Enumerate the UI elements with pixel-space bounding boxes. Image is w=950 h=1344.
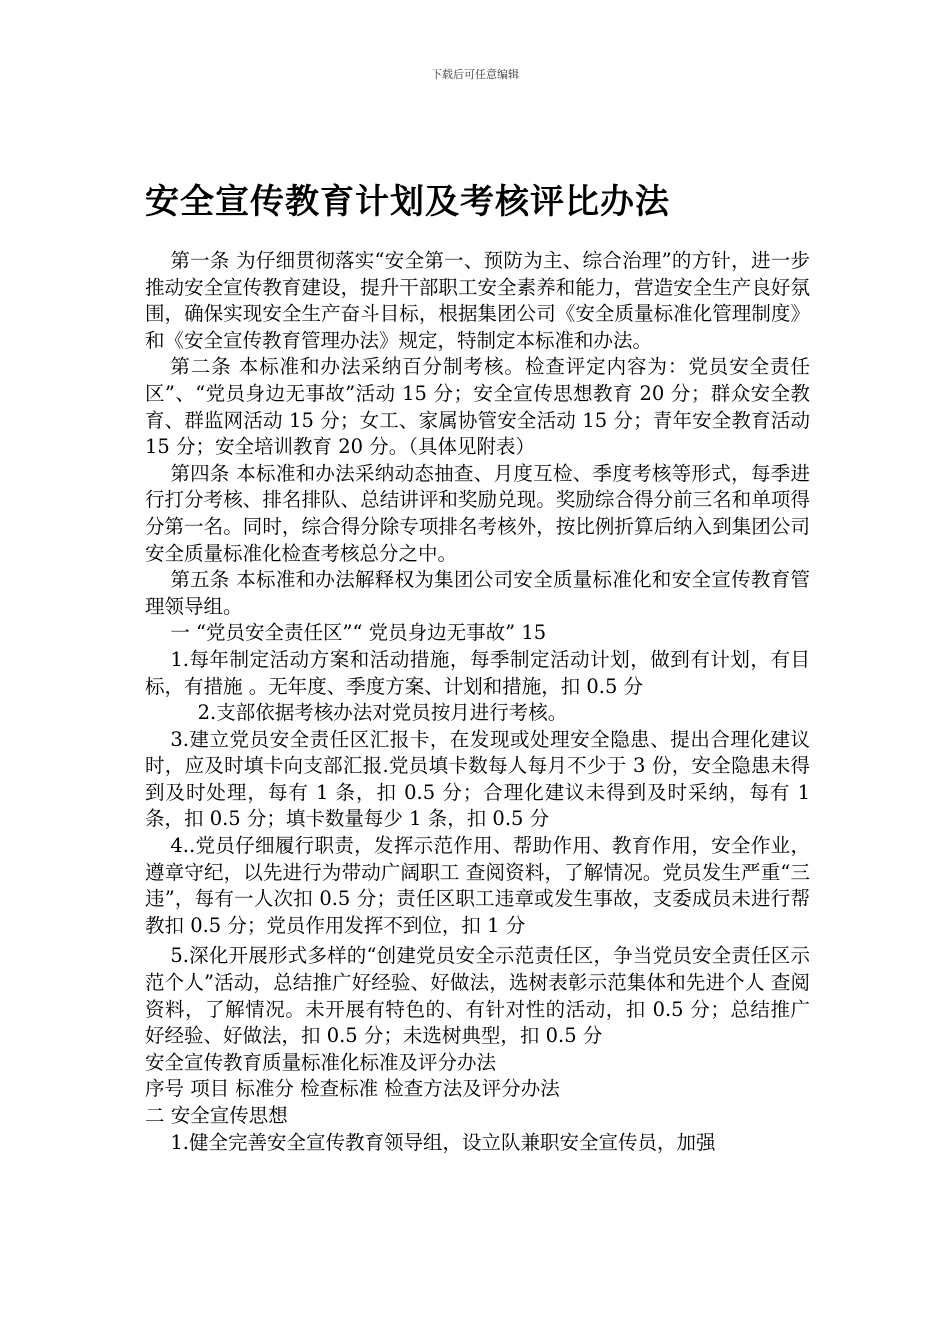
- paragraph-article-5: 第五条 本标准和办法解释权为集团公司安全质量标准化和安全宣传教育管理领导组。: [145, 568, 810, 618]
- list-item-4: 4..党员仔细履行职责，发挥示范作用、帮助作用、教育作用，安全作业，遵章守纪，以先进行为带动广阔职工 查阅资料，了解情况。党员发生严重“三违”，每有一人次扣 0.5 分；责任区职工违章或发生事故，支委成员未进行帮教扣 0.5 分；党员作用发挥不到位，扣 1 分: [145, 834, 810, 937]
- document-title: 安全宣传教育计划及考核评比办法: [145, 182, 670, 222]
- table-header-line: 序号 项目 标准分 检查标准 检查方法及评分办法: [145, 1077, 560, 1101]
- list-item-1: 1.每年制定活动方案和活动措施，每季制定活动计划，做到有计划，有目标，有措施 。无年度、季度方案、计划和措施，扣 0.5 分: [145, 647, 810, 698]
- page-header: 下载后可任意编辑: [431, 68, 519, 81]
- standard-title: 安全宣传教育质量标准化标准及评分办法: [145, 1050, 497, 1074]
- paragraph-article-1: 第一条 为仔细贯彻落实“安全第一、预防为主、综合治理”的方针，进一步推动安全宣传教育建设，提升干部职工安全素养和能力，营造安全生产良好氛围，确保实现安全生产奋斗目标，根据集团公司《安全质量标准化管理制度》和《安全宣传教育管理办法》规定，特制定本标准和办法。: [145, 249, 810, 352]
- list-item-5: 5.深化开展形式多样的“创建党员安全示范责任区，争当党员安全责任区示范个人”活动，总结推广好经验、好做法，选树表彰示范集体和先进个人 查阅资料，了解情况。未开展有特色的、有针对性的活动，扣 0.5 分；总结推广好经验、好做法，扣 0.5 分；未选树典型，扣 0.5 分: [145, 944, 810, 1048]
- paragraph-article-4: 第四条 本标准和办法采纳动态抽查、月度互检、季度考核等形式，每季进行打分考核、排名排队、总结讲评和奖励兑现。奖励综合得分前三名和单项得分第一名。同时，综合得分除专项排名考核外，按比例折算后纳入到集团公司安全质量标准化检查考核总分之中。: [145, 461, 810, 565]
- section-heading-2: 二 安全宣传思想: [145, 1104, 288, 1127]
- section-heading-1: 一 “党员安全责任区”“ 党员身边无事故” 15: [170, 621, 547, 645]
- document-body: [145, 248, 810, 1156]
- list-item-6: 1.健全完善安全宣传教育领导组，设立队兼职安全宣传员，加强: [170, 1130, 716, 1154]
- list-item-2: 2.支部依据考核办法对党员按月进行考核。: [197, 701, 568, 725]
- list-item-3: 3.建立党员安全责任区汇报卡，在发现或处理安全隐患、提出合理化建议时，应及时填卡向支部汇报.党员填卡数每人每月不少于 3 份，安全隐患未得到及时处理，每有 1 条，扣 0.5 分；合理化建议未得到及时采纳，每有 1 条，扣 0.5 分；填卡数量每少 1 条，扣 0.5 分: [145, 727, 810, 831]
- paragraph-article-2: 第二条 本标准和办法采纳百分制考核。检查评定内容为：党员安全责任区”、“党员身边无事故”活动 15 分；安全宣传思想教育 20 分；群众安全教育、群监网活动 15 分；女工、家属协管安全活动 15 分；青年安全教育活动 15 分；安全培训教育 20 分。（具体见附表）: [145, 355, 810, 459]
